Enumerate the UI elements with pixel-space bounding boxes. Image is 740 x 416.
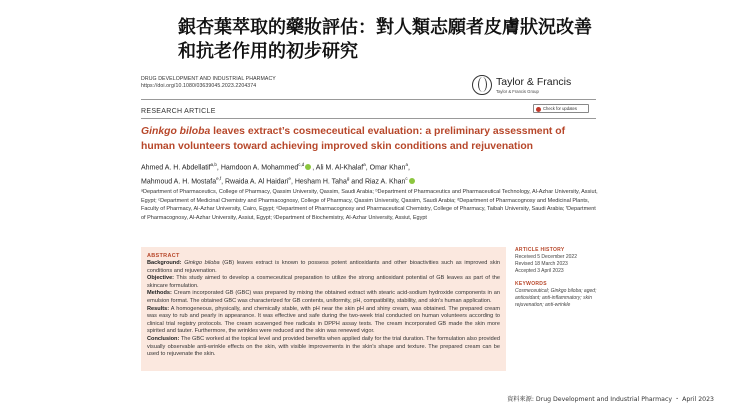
abstract-results-label: Results: [147, 305, 170, 312]
author-sup: a,b [210, 162, 217, 167]
abstract-objective-label: Objective: [147, 275, 175, 282]
check-updates-icon [536, 107, 541, 112]
abstract-conclusion-label: Conclusion: [147, 335, 180, 342]
author-name[interactable]: Ali M. Al-Khalaf [315, 164, 364, 172]
check-updates-label: Check for updates [543, 106, 577, 111]
abstract-objective-text: This study aimed to develop a cosmeceutical preparation to utilize the strong antioxidant potential of GB leaves as part of the skincare formulation. [147, 275, 500, 289]
author-sup: a [363, 162, 366, 167]
abstract-background-text: (GB) leaves extract is known to possess potent antioxidants and other bioactivities such as improved skin conditions and rejuvenation. [147, 260, 500, 274]
abstract-box [141, 247, 506, 371]
journal-header [141, 76, 276, 90]
history-accepted: Accepted 3 April 2023 [515, 268, 564, 274]
orcid-icon[interactable] [409, 178, 415, 184]
author-name[interactable]: Mahmoud A. H. Mostafa [141, 178, 217, 186]
abstract-background-label: Background: [147, 260, 182, 266]
history-revised: Revised 18 March 2023 [515, 261, 568, 267]
source-caption: 資料來源: Drug Development and Industrial Pharmacy ・ April 2023 [507, 396, 714, 403]
divider [141, 118, 596, 119]
author-sup: g [346, 175, 350, 181]
abstract-methods-text: Cream incorporated GB (GBC) was prepared by mixing the obtained extract with stearic acid-sodium hydroxide components in an emulsion format. The obtained GBC was characterized for GB contents, uniformity, pH, compatibility, stability, and skin's human application. [147, 290, 500, 304]
article-type: RESEARCH ARTICLE [141, 108, 216, 115]
abstract-results-text: A homogeneous, physically, and chemically stable, with pH near the skin pH and shiny cream, was obtained. The prepared cream was easy to rub and pearly in appearance. It was effective and safe during the two-week trial conducted on human volunteers according to clinical trial registry protocols. The cream scavenged free radicals in DPPH assay tests. The cream incorporated GB made the skin more spirited and tauter. Furthermore, the wrinkles were reduced and the skin was renewed vigor. [147, 305, 500, 335]
publisher-logo [472, 72, 592, 98]
journal-doi[interactable]: https://doi.org/10.1080/03639045.2023.2204374 [141, 83, 257, 89]
author-name[interactable]: Ahmed A. H. Abdellatif [141, 164, 211, 172]
history-received: Received 5 December 2022 [515, 254, 577, 260]
abstract-conclusion-text: The GBC worked at the topical level and provided benefits when applied daily for the trial duration. The formulation also provided visually observable anti-wrinkle effects on the skin, with visible improvements in the skin's shape and texture. The prepared cream can be used to rejuvenate the skin. [147, 335, 500, 358]
check-updates-button[interactable] [533, 104, 589, 113]
author-name[interactable]: Riaz A. Khan [364, 178, 406, 186]
author-sup: a [405, 162, 408, 167]
article-title-rest: leaves extract’s cosmeceutical evaluation: a preliminary assessment of human volunteers toward achieving improved skin conditions and rejuvenation [141, 126, 566, 152]
publisher-name: Taylor & Francis [496, 76, 572, 88]
article-sidebar [515, 247, 605, 309]
globe-icon [472, 75, 492, 95]
author-sup: e [288, 175, 291, 181]
author-line-2: Mahmoud A. H. Mostafa$^{e,f}$, Rwaida A. Al Haidari$^e$, Hesham H. Taha$^g$ and Riaz A. Khan$^c$ [141, 174, 601, 188]
slide-title-line2: 和抗老作用的初步研究 [178, 41, 358, 62]
author-name[interactable]: Hamdoon A. Mohammed [220, 164, 299, 172]
author-name[interactable]: Omar Khan [369, 164, 406, 172]
abstract-background-italic: Ginkgo biloba [184, 260, 220, 266]
divider [141, 99, 596, 100]
article-title [141, 124, 601, 154]
keywords-text: Cosmeceutical; Ginkgo biloba; aged; antioxidant; anti-inflammatory; skin rejuvenation; anti-wrinkle [515, 288, 597, 308]
orcid-icon[interactable] [305, 164, 311, 170]
keywords-heading: KEYWORDS [515, 281, 547, 287]
paper-screenshot [135, 68, 615, 380]
slide-title [178, 16, 618, 64]
abstract-heading: ABSTRACT [147, 253, 180, 259]
author-sup: e,f [216, 175, 222, 181]
article-history-heading: ARTICLE HISTORY [515, 247, 565, 253]
author-sup: c,d [298, 162, 305, 167]
author-name[interactable]: Hesham H. Taha [294, 178, 347, 186]
slide-title-line1: 銀杏葉萃取的藥妝評估：對人類志願者皮膚狀況改善 [178, 17, 592, 38]
author-sup: c [405, 175, 408, 181]
abstract-body [147, 260, 500, 359]
article-title-italic: Ginkgo biloba [141, 126, 211, 137]
affiliations: ᵃDepartment of Pharmaceutics, College of Pharmacy, Qassim University, Qassim, Saudi Arabia; ᵇDepartment of Pharmaceutics and Pharmaceutical Technology, Al-Azhar University, Assiut, Egypt; ᶜDepartment of Medicinal Chemistry and Pharmacognosy, College of Pharmacy, Qassim University, Qassim, Saudi Arabia; ᵈDepartment of Pharmacognosy and Medicinal Plants, Faculty of Pharmacy, Al-Azhar University, Cairo, Egypt; ᵉDepartment of Pharmacognosy and Pharmaceutical Chemistry, College of Pharmacy, Taibah University, Saudi Arabia; ᶠDepartment of Pharmacognosy, Al-Azhar University, Assiut, Egypt; ᵍDepartment of Biochemistry, Al-Azhar University, Assiut, Egypt [141, 189, 598, 221]
author-name[interactable]: Rwaida A. Al Haidari [225, 178, 289, 186]
abstract-methods-label: Methods: [147, 290, 172, 297]
author-line-1: Ahmed A. H. Abdellatif$^{a,b}$, Hamdoon A. Mohammed$^{c,d}$ , Ali M. Al-Khalaf$^a$, Omar Khan$^a$, [141, 162, 410, 172]
publisher-sub: Taylor & Francis Group [496, 89, 539, 94]
journal-name: DRUG DEVELOPMENT AND INDUSTRIAL PHARMACY [141, 76, 276, 82]
author-list [141, 160, 601, 188]
